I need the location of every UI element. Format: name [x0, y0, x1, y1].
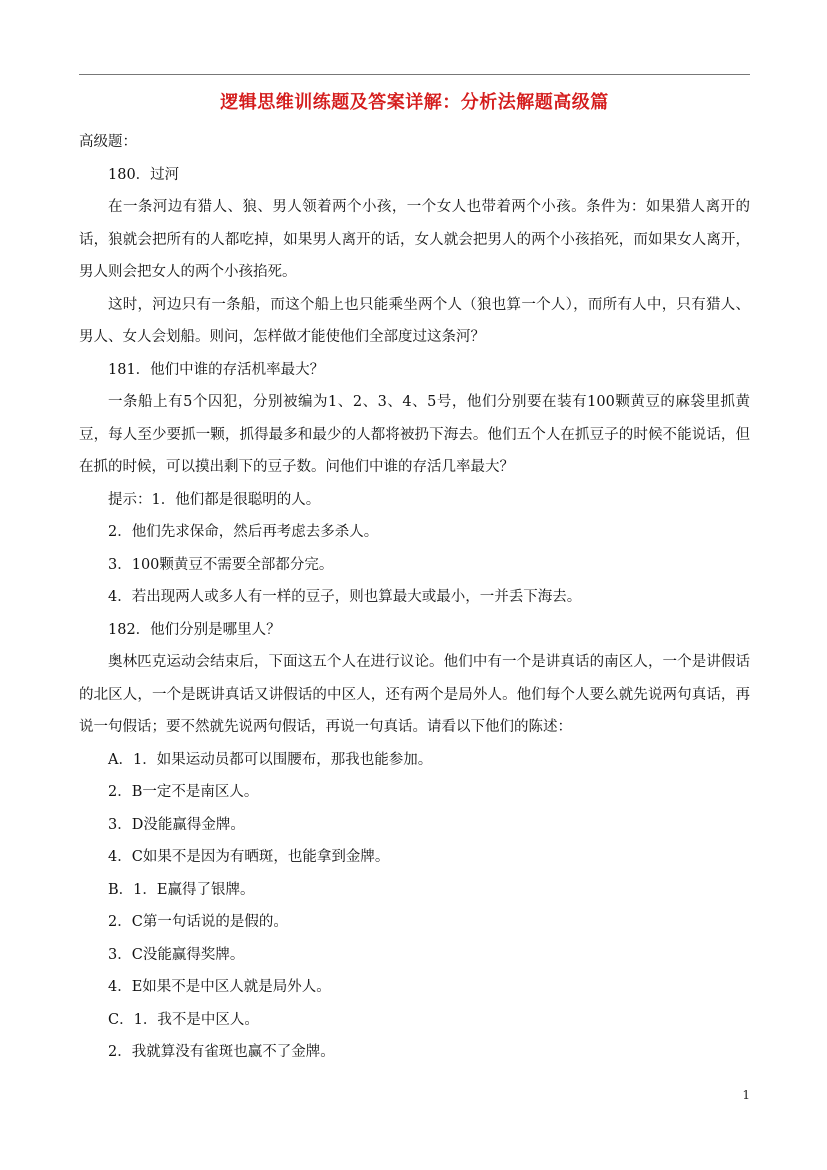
section-label: 高级题： — [79, 134, 137, 150]
statement-item: 2．我就算没有雀斑也赢不了金牌。 — [108, 1044, 335, 1060]
paragraph: 奥林匹克运动会结束后，下面这五个人在进行议论。他们中有一个是讲真话的南区人，一个是讲假话的北区人，一个是既讲真话又讲假话的中区人，还有两个是局外人。他们每个人要么就先说两句真话，再说一句假话；要不然就先说两句假话，再说一句真话。请看以下他们的陈述： — [79, 654, 750, 735]
paragraph: 这时，河边只有一条船，而这个船上也只能乘坐两个人（狼也算一个人），而所有人中，只有猎人、男人、女人会划船。则问，怎样做才能使他们全部度过这条河？ — [79, 296, 750, 345]
statement-item: 3．C没能赢得奖牌。 — [108, 946, 245, 963]
statement-item: 2．B一定不是南区人。 — [108, 784, 259, 800]
question-heading: 180．过河 — [108, 166, 180, 183]
statement-item: 4．C如果不是因为有晒斑，也能拿到金牌。 — [108, 849, 390, 865]
statement-item: C．1．我不是中区人。 — [108, 1011, 259, 1028]
statement-item: 4．E如果不是中区人就是局外人。 — [108, 979, 331, 995]
statement-item: B．1．E赢得了银牌。 — [108, 881, 255, 898]
question-heading: 181．他们中谁的存活机率最大？ — [108, 361, 325, 378]
page-number: 1 — [742, 1088, 750, 1102]
hint-item: 3．100颗黄豆不需要全部都分完。 — [108, 556, 334, 573]
hint-item: 2．他们先求保命，然后再考虑去多杀人。 — [108, 524, 379, 540]
paragraph: 在一条河边有猎人、狼、男人领着两个小孩，一个女人也带着两个小孩。条件为：如果猎人离开的话，狼就会把所有的人都吃掉，如果男人离开的话，女人就会把男人的两个小孩掐死，而如果女人离开，男人则会把女人的两个小孩掐死。 — [79, 199, 750, 280]
question-heading: 182．他们分别是哪里人？ — [108, 621, 281, 638]
statement-item: 2．C第一句话说的是假的。 — [108, 914, 288, 930]
statement-item: A．1．如果运动员都可以围腰布，那我也能参加。 — [108, 751, 433, 768]
hint-item: 提示：1．他们都是很聪明的人。 — [108, 491, 321, 508]
document-body — [79, 126, 750, 1069]
paragraph: 一条船上有5个囚犯，分别被编为1、2、3、4、5号，他们分别要在装有100颗黄豆的麻袋里抓黄豆，每人至少要抓一颗，抓得最多和最少的人都将被扔下海去。他们五个人在抓豆子的时候不能说话，但在抓的时候，可以摸出剩下的豆子数。问他们中谁的存活几率最大？ — [79, 394, 750, 475]
statement-item: 3．D没能赢得金牌。 — [108, 816, 245, 833]
hint-item: 4．若出现两人或多人有一样的豆子，则也算最大或最小，一并丢下海去。 — [108, 589, 582, 605]
header-rule — [79, 74, 750, 75]
document-title: 逻辑思维训练题及答案详解：分析法解题高级篇 — [220, 92, 609, 113]
